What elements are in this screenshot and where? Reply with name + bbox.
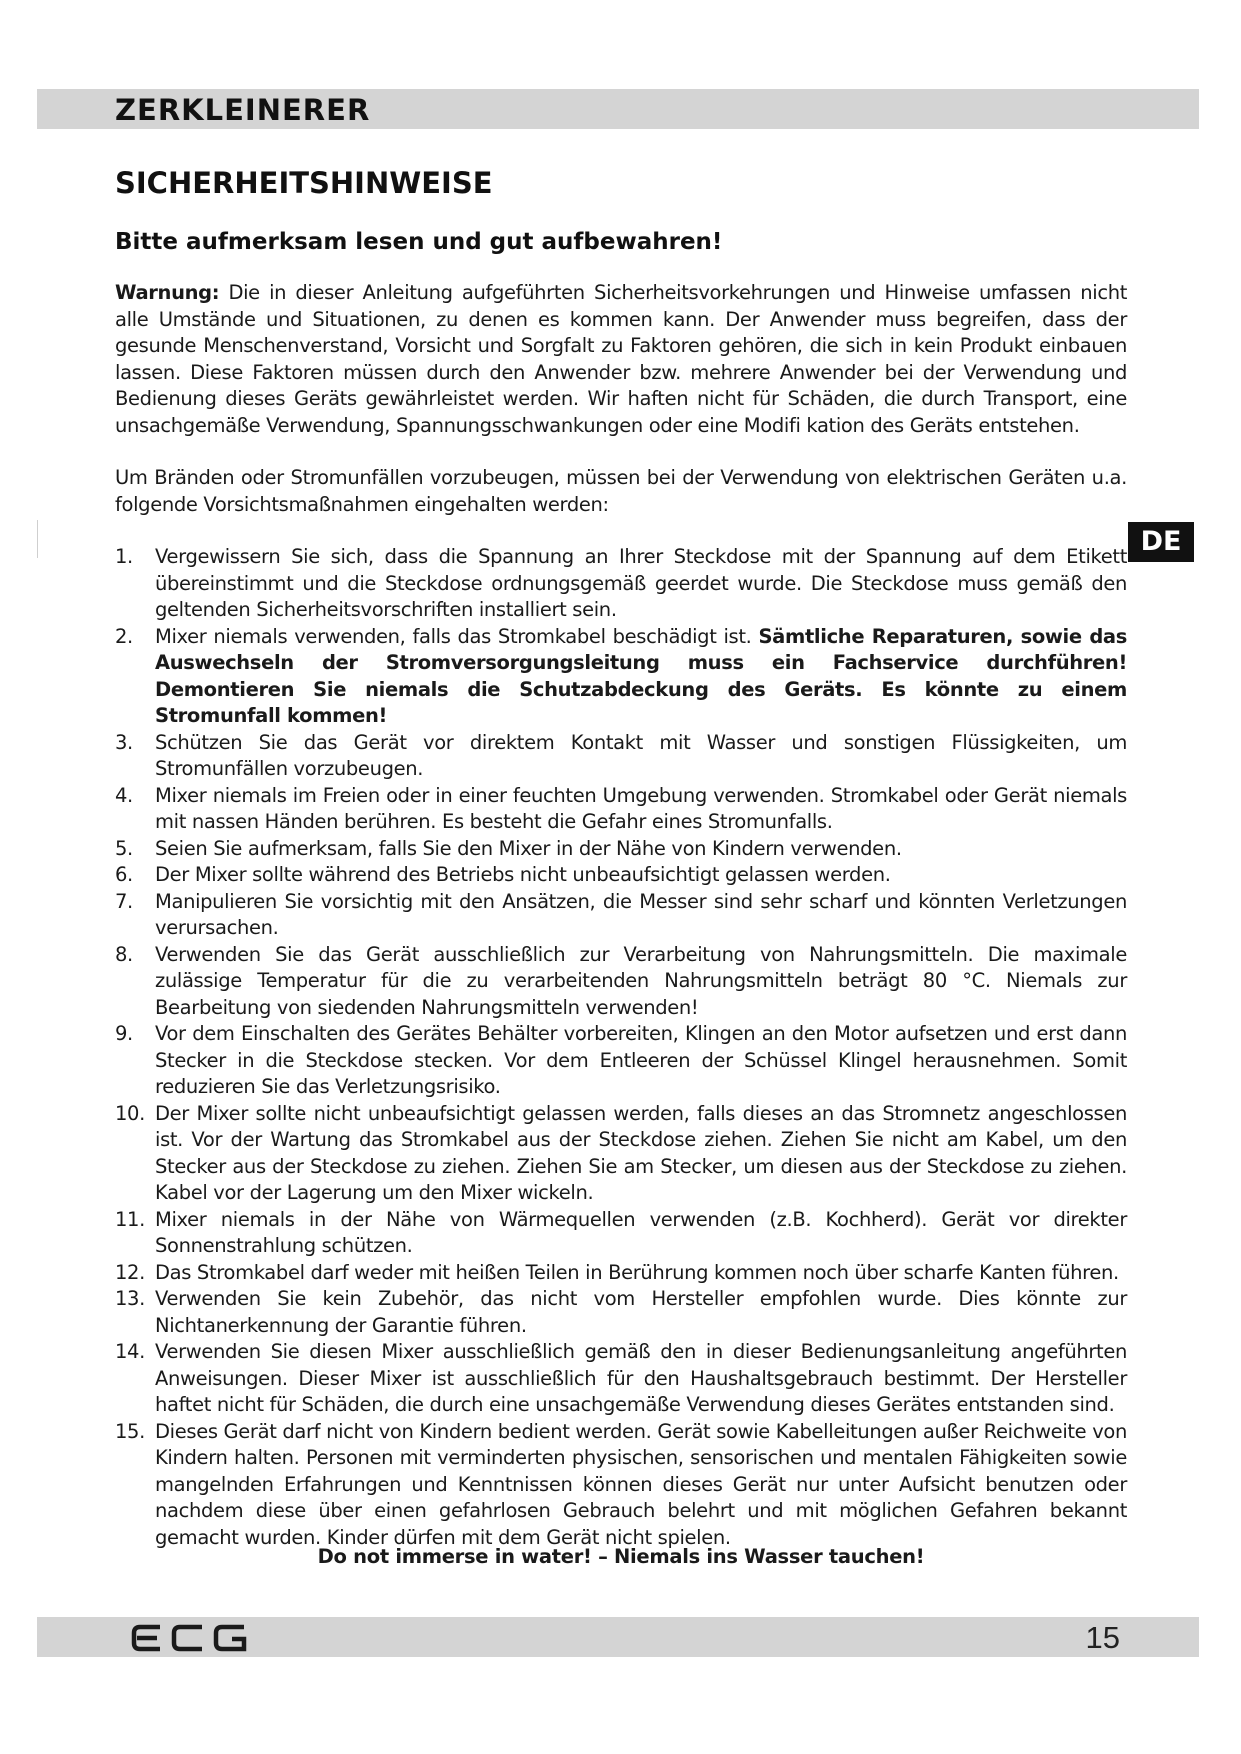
page-number: 15 [1085,1620,1120,1655]
safety-rule-15 [115,1419,1127,1552]
rule-number: 11. [115,1207,145,1231]
rule-number: 4. [115,783,133,807]
warning-paragraph [115,280,1127,439]
safety-rule-4 [115,783,1127,836]
margin-mark [37,520,38,558]
rule-text: Mixer niemals in der Nähe von Wärmequellen verwenden (z.B. Kochherd). Gerät vor direkter Sonnenstrahlung schützen. [155,1207,1127,1257]
rule-text: Verwenden Sie das Gerät ausschließlich zur Verarbeitung von Nahrungsmitteln. Die maximale zulässige Temperatur für die zu verarbeitenden Nahrungsmitteln beträgt 80 °C. Niemals zur Bearbeitung von siedenden Nahrungsmitteln verwenden! [155,942,1127,1019]
rule-number: 9. [115,1022,133,1045]
rule-number: 13. [115,1287,145,1310]
rule-text: Mixer niemals verwenden, falls das Stromkabel beschädigt ist. [155,624,759,648]
safety-rule-14 [115,1339,1127,1419]
rule-number: 12. [115,1260,145,1284]
language-tab: DE [1128,522,1194,562]
safety-rule-9 [115,1021,1127,1101]
rule-bold-text: Sämtliche Reparaturen, sowie das Auswechseln der Stromversorgungsleitung muss ein Fachservice durchführen! Demontieren Sie niemals die Schutzabdeckung des Geräts. Es könnte zu einem Stromunfall kommen! [155,624,1127,727]
rule-text: Verwenden Sie kein Zubehör, das nicht vom Hersteller empfohlen wurde. Dies könnte zur Nichtanerkennung der Garantie führen. [155,1287,1127,1337]
rule-number: 5. [115,836,133,860]
rule-number: 8. [115,942,133,966]
content [115,280,1127,1551]
rule-text: Der Mixer sollte während des Betriebs nicht unbeaufsichtigt gelassen werden. [155,863,891,886]
safety-rule-2 [115,624,1127,730]
rule-number: 14. [115,1340,145,1363]
rule-number: 3. [115,730,133,754]
rule-number: 2. [115,624,133,648]
rule-number: 7. [115,889,133,913]
rule-text: Manipulieren Sie vorsichtig mit den Ansätzen, die Messer sind sehr scharf und könnten Verletzungen verursachen. [155,889,1127,939]
rule-text: Der Mixer sollte nicht unbeaufsichtigt gelassen werden, falls dieses an das Stromnetz angeschlossen ist. Vor der Wartung das Stromkabel aus der Steckdose ziehen. Ziehen Sie nicht am Kabel, um den Stecker aus der Steckdose zu ziehen. Ziehen Sie am Stecker, um diesen aus der Steckdose zu ziehen. Kabel vor der Lagerung um den Mixer wickeln. [155,1101,1127,1204]
rule-text: Verwenden Sie diesen Mixer ausschließlich gemäß den in dieser Bedienungsanleitung angeführten Anweisungen. Dieser Mixer ist ausschließlich für den Haushaltsgebrauch bestimmt. Der Hersteller haftet nicht für Schäden, die durch eine unsachgemäße Verwendung dieses Gerätes entstanden sind. [155,1340,1127,1416]
subtitle: Bitte aufmerksam lesen und gut aufbewahren! [115,229,723,255]
section-title: SICHERHEITSHINWEISE [115,166,493,200]
rule-text: Vor dem Einschalten des Gerätes Behälter vorbereiten, Klingen an den Motor aufsetzen und erst dann Stecker in die Steckdose stecken. Vor dem Entleeren der Schüssel Klingel herausnehmen. Somit reduzieren Sie das Verletzungsrisiko. [155,1022,1127,1098]
safety-rule-10 [115,1101,1127,1207]
safety-rule-5 [115,836,1127,863]
rule-number: 1. [115,545,133,568]
rule-text: Dieses Gerät darf nicht von Kindern bedient werden. Gerät sowie Kabelleitungen außer Reichweite von Kindern halten. Personen mit verminderten physischen, sensorischen und mentalen Fähigkeiten sowie mangelnden Erfahrungen und Kenntnissen können dieses Gerät nur unter Aufsicht benutzen oder nachdem diese über einen gefahrlosen Gebrauch belehrt und mit möglichen Gefahren bekannt gemacht wurden. Kinder dürfen mit dem Gerät nicht spielen. [155,1419,1127,1549]
final-note: Do not immerse in water! – Niemals ins Wasser tauchen! [317,1545,925,1568]
safety-rules-list [115,544,1127,1551]
ecg-logo [130,1623,250,1653]
rule-text: Seien Sie aufmerksam, falls Sie den Mixer in der Nähe von Kindern verwenden. [155,836,902,860]
warning-text: Die in dieser Anleitung aufgeführten Sicherheitsvorkehrungen und Hinweise umfassen nicht alle Umstände und Situationen, zu denen es kommen kann. Der Anwender muss begreifen, dass der gesunde Menschenverstand, Vorsicht und Sorgfalt zu Faktoren gehören, die sich in kein Produkt einbauen lassen. Diese Faktoren müssen durch den Anwender bzw. mehrere Anwender bei der Verwendung und Bedienung dieses Geräts gewährleistet werden. Wir haften nicht für Schäden, die durch Transport, eine unsachgemäße Verwendung, Spannungsschwankungen oder eine Modifi kation des Geräts entstehen. [115,281,1127,437]
rule-text: Schützen Sie das Gerät vor direktem Kontakt mit Wasser und sonstigen Flüssigkeiten, um Stromunfällen vorzubeugen. [155,730,1127,780]
rule-text: Mixer niemals im Freien oder in einer feuchten Umgebung verwenden. Stromkabel oder Gerät niemals mit nassen Händen berühren. Es besteht die Gefahr eines Stromunfalls. [155,783,1127,833]
safety-rule-6 [115,862,1127,889]
rule-text: Vergewissern Sie sich, dass die Spannung an Ihrer Steckdose mit der Spannung auf dem Etikett übereinstimmt und die Steckdose ordnungsgemäß geerdet wurde. Die Steckdose muss gemäß den geltenden Sicherheitsvorschriften installiert sein. [155,545,1127,621]
rule-number: 6. [115,863,133,886]
rule-text: Das Stromkabel darf weder mit heißen Teilen in Berührung kommen noch über scharfe Kanten führen. [155,1260,1119,1284]
safety-rule-8 [115,942,1127,1022]
intro-paragraph: Um Bränden oder Stromunfällen vorzubeugen, müssen bei der Verwendung von elektrischen Geräten u.a. folgende Vorsichtsmaßnahmen eingehalten werden: [115,466,1127,516]
safety-rule-1 [115,544,1127,624]
rule-number: 10. [115,1101,145,1125]
safety-rule-13 [115,1286,1127,1339]
safety-rule-12 [115,1260,1127,1287]
safety-rule-11 [115,1207,1127,1260]
safety-rule-3 [115,730,1127,783]
safety-rule-7 [115,889,1127,942]
warning-label: Warnung: [115,281,220,304]
rule-number: 15. [115,1419,145,1443]
chapter-title: ZERKLEINERER [115,93,371,127]
